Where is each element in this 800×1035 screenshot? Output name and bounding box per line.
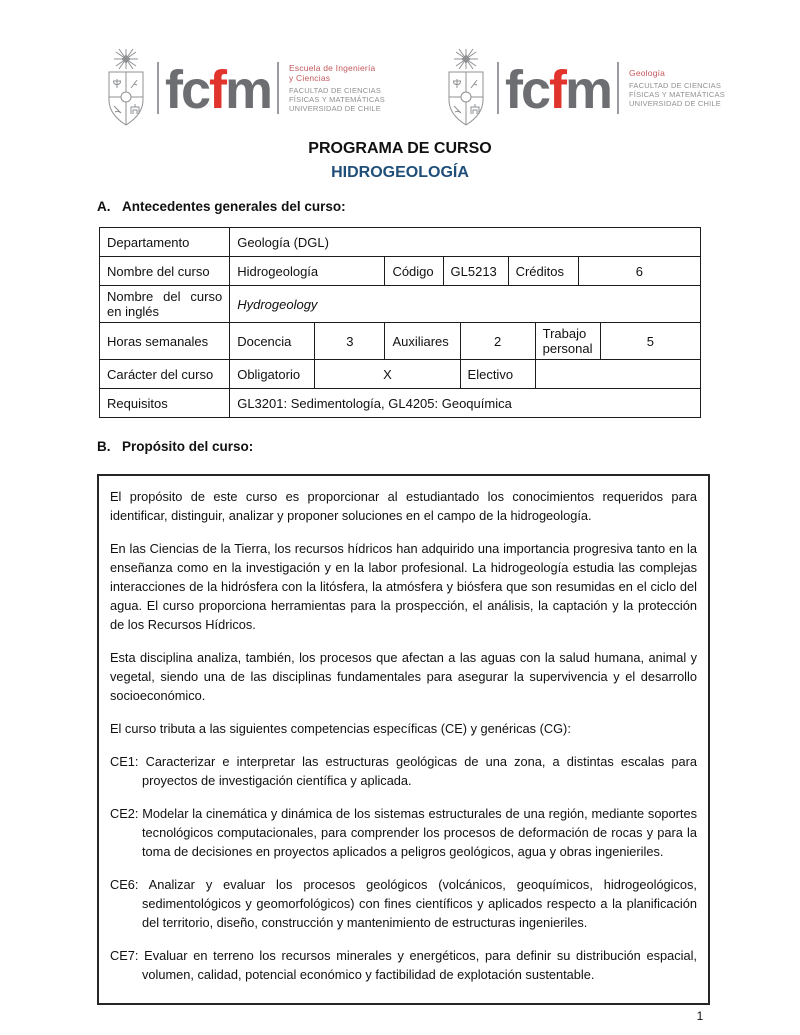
logo-faculty-line: FÍSICAS Y MATEMÁTICAS [289,95,385,104]
wordmark-m: m [225,60,272,120]
table-cell: Nombre del curso en inglés [100,286,230,323]
university-crest-icon [443,46,489,130]
logo-unit-line: Escuela de Ingeniería [289,63,376,73]
course-name-title: HIDROGEOLOGÍA [331,164,469,181]
logo-faculty-line: UNIVERSIDAD DE CHILE [629,99,721,108]
competency-text: Caracterizar e interpretar las estructuras geológicas de una zona, a distintas escalas para proyectos de investigación científica y aplicada. [142,754,697,788]
competency-item-ce1 [110,752,697,790]
course-purpose-box [97,474,710,1005]
logo-divider [497,62,499,114]
table-cell: Auxiliares [385,323,460,360]
table-cell: Nombre del curso [100,257,230,286]
competency-item-ce2 [110,804,697,861]
competency-text: Analizar y evaluar los procesos geológicos (volcánicos, geoquímicos, hidrogeológicos, sedimentológicos y geomorfológicos) con fines científicos y aplicados respecto a la planificación del territorio, diseño, construcción y mantenimiento de estructuras ingenieriles. [142,877,697,930]
logo-faculty-line: UNIVERSIDAD DE CHILE [289,104,381,113]
logo-caption [629,68,725,108]
table-row-nombre [100,257,701,286]
table-cell [535,360,700,389]
fcfm-wordmark [165,60,272,120]
logo-caption [289,63,385,113]
logo-divider [277,62,279,114]
title-block [0,137,800,185]
course-info-table [99,227,701,418]
table-cell: GL5213 [443,257,508,286]
competency-code: CE1: [110,754,139,769]
table-cell: Carácter del curso [100,360,230,389]
table-cell: 2 [460,323,535,360]
table-cell: Obligatorio [230,360,315,389]
fcfm-escuela-logo [103,46,385,130]
table-cell: Hydrogeology [230,286,701,323]
section-a-title: Antecedentes generales del curso: [122,199,346,214]
logo-faculty-line: FÍSICAS Y MATEMÁTICAS [629,90,725,99]
table-cell: Créditos [508,257,578,286]
fcfm-wordmark [505,60,612,120]
purpose-paragraph: El propósito de este curso es proporcionar al estudiantado los conocimientos requeridos para identificar, distinguir, analizar y proponer soluciones en el campo de la hidrogeología. [110,489,697,523]
wordmark-fc: fc [165,60,210,120]
logo-unit-line: Geología [629,68,666,78]
university-crest-icon [103,46,149,130]
table-cell: Docencia [230,323,315,360]
competency-code: CE7: [110,948,139,963]
section-b-label: B. [97,439,111,454]
table-cell: Hidrogeología [230,257,385,286]
table-cell: GL3201: Sedimentología, GL4205: Geoquímica [230,389,701,418]
table-cell: Electivo [460,360,535,389]
purpose-paragraph: En las Ciencias de la Tierra, los recursos hídricos han adquirido una importancia progresiva tanto en la enseñanza como en la investigación y en la labor profesional. La hidrogeología estudia las complejas interacciones de la hidrósfera con la litósfera, la atmósfera y biósfera que son resumidas en el ciclo del agua. El curso proporciona herramientas para la prospección, el análisis, la captación y la protección de los Recursos Hídricos. [110,541,697,632]
table-row-caracter [100,360,701,389]
section-b-heading [97,439,253,454]
table-cell: Horas semanales [100,323,230,360]
table-cell: Geología (DGL) [230,228,701,257]
table-cell: 6 [578,257,700,286]
competency-code: CE2: [110,806,139,821]
wordmark-m: m [565,60,612,120]
wordmark-red-f: f [549,60,565,120]
table-row-departamento [100,228,701,257]
page-number: 1 [696,1009,704,1023]
table-cell: Trabajo personal [535,323,600,360]
logo-divider [157,62,159,114]
table-cell: 5 [600,323,700,360]
purpose-paragraph: El curso tributa a las siguientes competencias específicas (CE) y genéricas (CG): [110,721,571,736]
wordmark-fc: fc [505,60,550,120]
logo-unit-line: y Ciencias [289,73,331,83]
wordmark-red-f: f [209,60,225,120]
table-cell: Código [385,257,443,286]
table-cell: X [315,360,460,389]
table-cell: Requisitos [100,389,230,418]
logo-divider [617,62,619,114]
table-row-horas [100,323,701,360]
logo-faculty-line: FACULTAD DE CIENCIAS [289,86,382,95]
table-row-requisitos [100,389,701,418]
table-row-nombre-ingles [100,286,701,323]
section-b-title: Propósito del curso: [122,439,254,454]
table-cell: Departamento [100,228,230,257]
fcfm-geologia-logo [443,46,725,130]
competency-item-ce7 [110,946,697,984]
competency-code: CE6: [110,877,139,892]
logo-faculty-line: FACULTAD DE CIENCIAS [629,81,722,90]
purpose-paragraph: Esta disciplina analiza, también, los procesos que afectan a las aguas con la salud humana, animal y vegetal, siendo una de las disciplinas fundamentales para asegurar la supervivencia y el desarrollo socioeconómico. [110,650,697,703]
document-title: PROGRAMA DE CURSO [308,140,492,157]
competency-text: Evaluar en terreno los recursos minerales y energéticos, para definir su distribución espacial, volumen, calidad, potencial económico y factibilidad de explotación sustentable. [142,948,697,982]
table-cell: 3 [315,323,385,360]
section-a-label: A. [97,199,111,214]
competency-text: Modelar la cinemática y dinámica de los sistemas estructurales de una región, mediante soportes tecnológicos computacionales, para comprender los procesos de deformación de rocas y para la toma de decisiones en proyectos aplicados a peligros geológicos, agua y obras ingenieriles. [142,806,698,859]
competency-item-ce6 [110,875,697,932]
section-a-heading [97,199,346,214]
